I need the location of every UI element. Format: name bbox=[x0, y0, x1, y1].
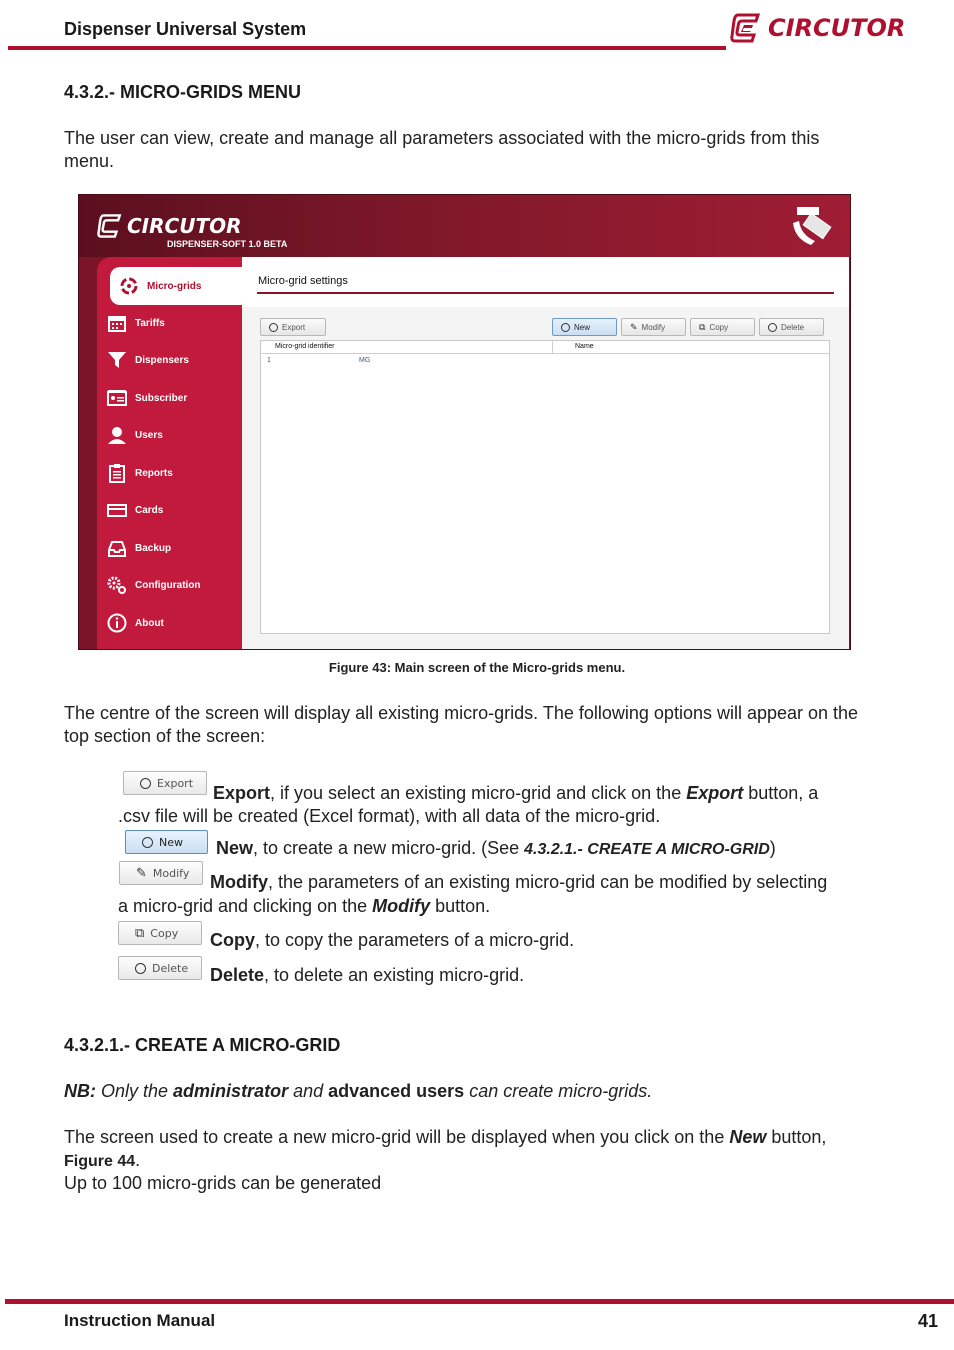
new-text: , to create a new micro-grid. (See bbox=[253, 838, 525, 858]
micro-grid-table bbox=[260, 340, 830, 634]
sidebar-item-subscriber[interactable] bbox=[107, 388, 187, 408]
app-logo bbox=[97, 213, 241, 239]
modify-term: Modify bbox=[210, 872, 268, 892]
copy-term: Copy bbox=[210, 930, 255, 950]
modify-button-label: Modify bbox=[641, 322, 666, 332]
sidebar-item-label: Users bbox=[135, 429, 163, 441]
sidebar-item-label: About bbox=[135, 617, 164, 629]
nb-text: Only the bbox=[96, 1081, 174, 1101]
modify-text-line2: a micro-grid and clicking on the bbox=[118, 896, 373, 916]
create-paragraph bbox=[64, 1126, 884, 1173]
nb-administrator: administrator bbox=[173, 1081, 289, 1101]
info-icon bbox=[107, 613, 127, 633]
footer-title: Instruction Manual bbox=[64, 1311, 216, 1330]
column-divider bbox=[552, 341, 553, 353]
table-cell-id: 1 bbox=[267, 357, 271, 364]
new-term-italic: New bbox=[729, 1127, 767, 1147]
new-option-line bbox=[216, 837, 876, 861]
circutor-logo-icon bbox=[730, 12, 762, 44]
card-dispenser-icon bbox=[789, 205, 837, 249]
new-button[interactable] bbox=[552, 318, 617, 336]
delete-term: Delete bbox=[210, 965, 265, 985]
copy-button-image-label: Copy bbox=[150, 926, 179, 940]
logo-text: CIRCUTOR bbox=[768, 14, 906, 42]
microgrid-icon bbox=[119, 276, 139, 296]
sidebar-item-cards[interactable] bbox=[107, 500, 163, 520]
nb-label: NB: bbox=[64, 1081, 96, 1101]
create-micro-grid-reference: 4.3.2.1.- CREATE A MICRO-GRID bbox=[524, 841, 770, 858]
delete-button-image bbox=[118, 956, 202, 980]
sidebar-item-label: Configuration bbox=[135, 579, 201, 591]
sidebar-item-label: Dispensers bbox=[135, 354, 189, 366]
limit-paragraph: Up to 100 micro-grids can be generated bbox=[64, 1173, 382, 1193]
table-cell-name: MG bbox=[359, 357, 371, 364]
sidebar-item-backup[interactable] bbox=[107, 538, 171, 558]
main-title: Micro-grid settings bbox=[258, 275, 348, 287]
modify-option-line2 bbox=[118, 895, 878, 918]
plus-circle-icon bbox=[561, 323, 570, 332]
copy-button-label: Copy bbox=[709, 322, 729, 332]
minus-circle-icon bbox=[768, 323, 777, 332]
subsection-heading: 4.3.2.1.- CREATE A MICRO-GRID bbox=[64, 1035, 341, 1055]
user-icon bbox=[107, 425, 127, 445]
app-sidebar bbox=[97, 257, 242, 649]
delete-button[interactable] bbox=[759, 318, 824, 336]
card-icon bbox=[107, 500, 127, 520]
create-text: The screen used to create a new micro-grid will be displayed when you click on the bbox=[64, 1127, 730, 1147]
sidebar-item-reports[interactable] bbox=[107, 463, 173, 483]
delete-text: , to delete an existing micro-grid. bbox=[264, 965, 525, 985]
nb-text: can create micro-grids. bbox=[464, 1081, 653, 1101]
modify-term-italic: Modify bbox=[372, 896, 431, 916]
pencil-icon: ✎ bbox=[630, 321, 638, 332]
export-option-line2: .csv file will be created (Excel format), with all data of the micro-grid. bbox=[118, 806, 661, 826]
table-header bbox=[261, 341, 829, 354]
app-screenshot bbox=[78, 194, 851, 650]
page-number: 41 bbox=[918, 1311, 939, 1331]
copy-button-image bbox=[118, 921, 202, 945]
centre-paragraph: The centre of the screen will display all existing micro-grids. The following options will appear on the top section of the screen: bbox=[64, 703, 859, 746]
id-card-icon bbox=[107, 388, 127, 408]
copy-option-line bbox=[210, 929, 870, 952]
app-main-panel bbox=[242, 257, 849, 649]
modify-text-line2-end: button. bbox=[430, 896, 491, 916]
sidebar-item-label: Micro-grids bbox=[147, 280, 202, 292]
pencil-icon: ✎ bbox=[136, 865, 147, 881]
section-heading: 4.3.2.- MICRO-GRIDS MENU bbox=[64, 82, 302, 102]
sidebar-item-about[interactable] bbox=[107, 613, 164, 633]
modify-text: , the parameters of an existing micro-grid can be modified by selecting bbox=[268, 872, 828, 892]
figure-reference: Figure 44 bbox=[64, 1153, 136, 1170]
sidebar-item-label: Reports bbox=[135, 467, 173, 479]
app-logo-icon bbox=[97, 213, 123, 239]
copy-text: , to copy the parameters of a micro-grid. bbox=[255, 930, 575, 950]
modify-button[interactable] bbox=[621, 318, 686, 336]
create-text-end: button, bbox=[766, 1127, 827, 1147]
export-term: Export bbox=[213, 783, 271, 803]
copy-icon: ⧉ bbox=[135, 925, 145, 941]
copy-button[interactable] bbox=[690, 318, 755, 336]
new-term: New bbox=[216, 838, 254, 858]
column-header[interactable]: Name bbox=[575, 343, 594, 350]
modify-button-image bbox=[119, 861, 203, 885]
figure-caption: Figure 43: Main screen of the Micro-grids menu. bbox=[328, 660, 626, 675]
export-option-line1 bbox=[213, 782, 873, 805]
sidebar-item-label: Cards bbox=[135, 504, 164, 516]
sidebar-item-label: Backup bbox=[135, 542, 172, 554]
delete-button-image-label: Delete bbox=[152, 961, 189, 975]
sidebar-item-tariffs[interactable] bbox=[107, 313, 165, 333]
app-logo-text: CIRCUTOR bbox=[127, 214, 242, 238]
delete-option-line bbox=[210, 964, 870, 987]
section-intro: The user can view, create and manage all parameters associated with the micro-grids from this menu. bbox=[64, 128, 820, 171]
export-term-italic: Export bbox=[686, 783, 744, 803]
period: . bbox=[135, 1150, 141, 1170]
plus-circle-icon bbox=[142, 837, 153, 848]
delete-button-label: Delete bbox=[781, 322, 805, 332]
nb-note bbox=[64, 1080, 884, 1103]
header-rule bbox=[8, 46, 726, 50]
gears-icon bbox=[107, 575, 127, 595]
new-button-image bbox=[125, 830, 208, 854]
copy-icon: ⧉ bbox=[699, 321, 706, 332]
sidebar-item-label: Tariffs bbox=[135, 317, 165, 329]
sidebar-item-users[interactable] bbox=[107, 425, 163, 445]
main-title-rule bbox=[257, 292, 834, 294]
modify-button-image-label: Modify bbox=[152, 866, 190, 880]
nb-advanced-users: advanced users bbox=[328, 1081, 465, 1101]
app-subtitle: DISPENSER-SOFT 1.0 BETA bbox=[167, 239, 288, 249]
export-button-label: Export bbox=[282, 322, 306, 332]
column-header[interactable]: Micro-grid identifier bbox=[275, 343, 335, 350]
plus-circle-icon bbox=[140, 778, 151, 789]
sidebar-item-label: Subscriber bbox=[135, 392, 188, 404]
sidebar-item-dispensers[interactable] bbox=[107, 350, 189, 370]
footer-rule bbox=[5, 1299, 954, 1304]
plus-circle-icon bbox=[269, 323, 278, 332]
sidebar-item-micro-grids[interactable] bbox=[110, 267, 242, 305]
clipboard-icon bbox=[107, 463, 127, 483]
sidebar-item-configuration[interactable] bbox=[107, 575, 201, 595]
new-button-label: New bbox=[574, 322, 591, 332]
export-button[interactable] bbox=[260, 318, 326, 336]
new-text-end: ) bbox=[769, 838, 776, 858]
modify-option-line1 bbox=[210, 871, 880, 894]
nb-text: and bbox=[288, 1081, 329, 1101]
calendar-icon bbox=[107, 313, 127, 333]
export-text: , if you select an existing micro-grid and click on the bbox=[270, 783, 687, 803]
new-button-image-label: New bbox=[159, 835, 183, 849]
document-header-title: Dispenser Universal System bbox=[64, 19, 307, 39]
circutor-logo bbox=[730, 10, 910, 46]
backup-icon bbox=[107, 538, 127, 558]
export-button-image bbox=[123, 771, 207, 795]
funnel-icon bbox=[107, 350, 127, 370]
export-text-end: button, a bbox=[743, 783, 819, 803]
minus-circle-icon bbox=[135, 963, 146, 974]
export-button-image-label: Export bbox=[157, 776, 194, 790]
